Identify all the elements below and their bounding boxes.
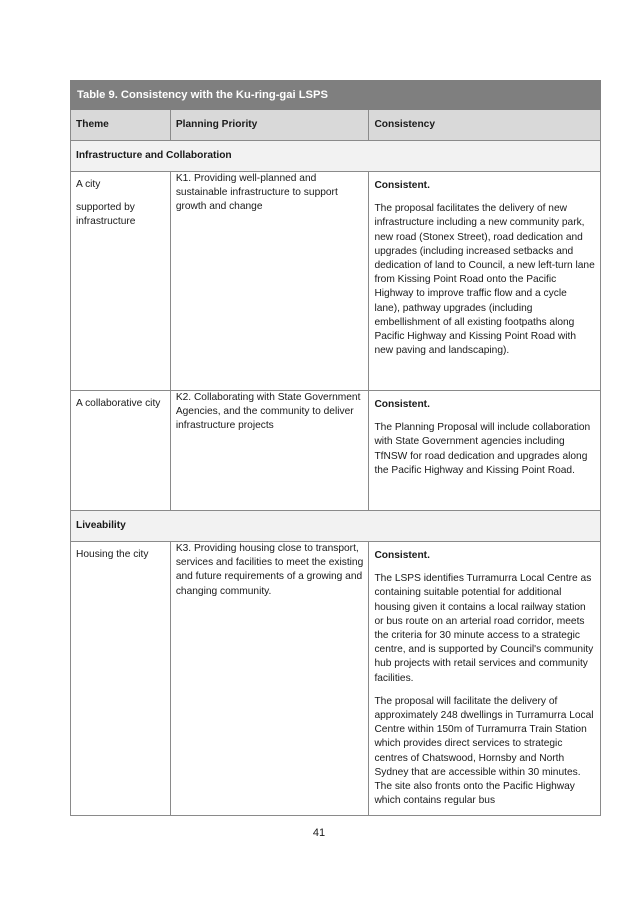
consistency-status: Consistent. <box>374 399 430 410</box>
header-planning-priority: Planning Priority <box>170 110 369 141</box>
header-consistency: Consistency <box>369 110 601 141</box>
header-theme: Theme <box>71 110 171 141</box>
section-heading: Liveability <box>71 511 601 542</box>
consistency-paragraph: The Planning Proposal will include collaboration with State Government agencies including TfNSW for road dedication and upgrades along the Pacific Highway and Kissing Point Road. <box>374 422 591 476</box>
table-row <box>71 391 601 511</box>
table-row <box>71 172 601 391</box>
theme-cell <box>71 391 171 511</box>
priority-cell: K1. Providing well-planned and sustainable infrastructure to support growth and change <box>170 172 369 391</box>
consistency-paragraph: The proposal will facilitate the delivery of approximately 248 dwellings in Turramurra Local Centre within 150m of Turramurra Train Station which provides direct services to strategic centres of Chatswood, Hornsby and North Sydney that are accessible within 30 minutes. The site also fronts onto the Pacific Highway which contains regular bus <box>374 695 594 807</box>
consistency-cell <box>369 542 601 816</box>
consistency-paragraph: The proposal facilitates the delivery of new infrastructure including a new community park, new road (Stonex Street), road dedication and upgrades (including increased setbacks and dedication of land to Council, a new left-turn lane from Kissing Point Road onto the Pacific Highway to improve traffic flow and a cycle lane), pathway upgrades (including embellishment of all existing footpaths along Pacific Highway and Kissing Point Road with new paving and landscaping). <box>374 203 595 357</box>
theme-line: supported by infrastructure <box>76 202 136 228</box>
consistency-status: Consistent. <box>374 180 430 191</box>
priority-cell: K3. Providing housing close to transport, services and facilities to meet the existing and future requirements of a growing and changing community. <box>170 542 369 816</box>
priority-cell: K2. Collaborating with State Government Agencies, and the community to deliver infrastructure projects <box>170 391 369 511</box>
theme-line: A city <box>76 179 101 190</box>
consistency-table <box>70 80 601 816</box>
table-title: Table 9. Consistency with the Ku-ring-gai LSPS <box>71 81 601 110</box>
consistency-status: Consistent. <box>374 550 430 561</box>
theme-line: Housing the city <box>76 549 149 560</box>
consistency-cell <box>369 172 601 391</box>
theme-cell <box>71 542 171 816</box>
consistency-content <box>374 549 595 808</box>
consistency-paragraph: The LSPS identifies Turramurra Local Centre as containing suitable potential for additional housing given it contains a local railway station or bus route on an arterial road corridor, meets the criteria for 30 minute access to a strategic centre, and is supported by Council's community hub projects with retail services and community facilities. <box>374 573 594 684</box>
theme-line: A collaborative city <box>76 398 161 409</box>
table-row <box>71 542 601 816</box>
consistency-cell <box>369 391 601 511</box>
theme-cell <box>71 172 171 391</box>
section-heading: Infrastructure and Collaboration <box>71 141 601 172</box>
page-number: 41 <box>312 827 326 839</box>
